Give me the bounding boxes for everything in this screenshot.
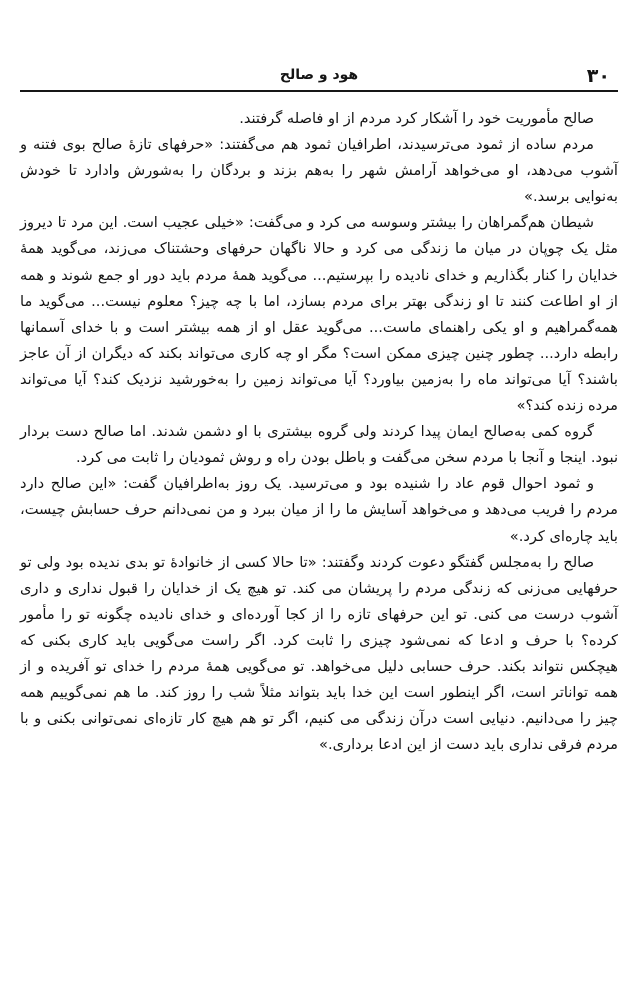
page-header	[20, 58, 618, 92]
paragraph-5: و ثمود احوال قوم عاد را شنیده بود و می‌ترسید. یک روز به‌اطرافیان گفت: «این صالح دارد مردم را فریب می‌دهد و می‌خواهد آسایش ما را از میان ببرد و من نمی‌دانم حرف حسابش چیست، باید چاره‌ای کرد.»	[20, 475, 618, 545]
paragraph-4: گروه کمی به‌صالح ایمان پیدا کردند ولی گروه بیشتری با او دشمن شدند. اما صالح دست بردار نبود. اینجا و آنجا با مردم سخن می‌گفت و باطل بودن راه و روش ثمودیان را ثابت می کرد.	[20, 423, 618, 467]
body-text	[20, 106, 618, 758]
paragraph-6: صالح را به‌مجلس گفتگو دعوت کردند وگفتند: «تا حالا کسی از خانوادهٔ تو بدی ندیده بود ولی تو حرفهایی می‌زنی که زندگی مردم را پریشان می کند. تو هیچ یک از خدایان را قبول نداری و داری آشوب درست می کنی. تو این حرفهای تازه را از کجا آورده‌ای و خدای نادیده چگونه تو را مأمور کرده؟ با حرف و ادعا که نمی‌شود چیزی را ثابت کرد. اگر راست می‌گویی باید کاری بکنی که هیچکس نتواند بکند. حرف حسابی دلیل می‌خواهد. تو می‌گویی همهٔ مردم را خدای تو آفریده و از همه تواناتر است، اگر اینطور است این خدا باید بتواند مثلاً شب را روز کند. ما هم نمی‌گوییم همه چیز را می‌دانیم. دنیایی است درآن زندگی می کنیم، اگر تو هم هیچ کار تازه‌ای نمی‌توانی بکنی و با مردم فرقی نداری باید دست از این ادعا برداری.»	[20, 553, 618, 754]
paragraph-1: صالح مأموریت خود را آشکار کرد مردم از او فاصله گرفتند.	[239, 110, 594, 127]
paragraph-3: شیطان هم‌گمراهان را بیشتر وسوسه می کرد و می‌گفت: «خیلی عجیب است. این مرد تا دیروز مثل یک چوپان در میان ما زندگی می کرد و حالا ناگهان حرفهای وحشتناک می‌زند، می‌گوید همهٔ خدایان را کنار بگذاریم و خدای نادیده را بپرستیم... می‌گوید همهٔ مردم باید دور او جمع شوند و همه از او اطاعت کنند تا او زندگی بهتر برای مردم بسازد، اما با چه چیز؟ معلوم نیست... می‌گوید ما همه‌گمراهیم و او یکی راهنمای ماست... می‌گوید عقل او از همه بیشتر است و با خدای آسمانها رابطه دارد... چطور چنین چیزی ممکن است؟ مگر او چه کاری می‌تواند بکند که دیگران از آن عاجز باشند؟ آیا می‌تواند ماه را به‌زمین بیاورد؟ آیا می‌تواند زمین را به‌خورشید نزدیک کند؟ آیا می‌تواند مرده زنده کند؟»	[20, 214, 618, 415]
running-title: هود و صالح	[279, 67, 359, 83]
book-page	[20, 58, 618, 978]
paragraph-2: مردم ساده از ثمود می‌ترسیدند، اطرافیان ثمود هم می‌گفتند: «حرفهای تازهٔ صالح بوی فتنه و آشوب می‌دهد، او می‌خواهد آرامش شهر را به‌هم بزند و بردگان را به‌شورش وادارد تا خودش به‌نوایی برسد.»	[20, 136, 618, 206]
page-number: ۳۰	[586, 65, 610, 87]
